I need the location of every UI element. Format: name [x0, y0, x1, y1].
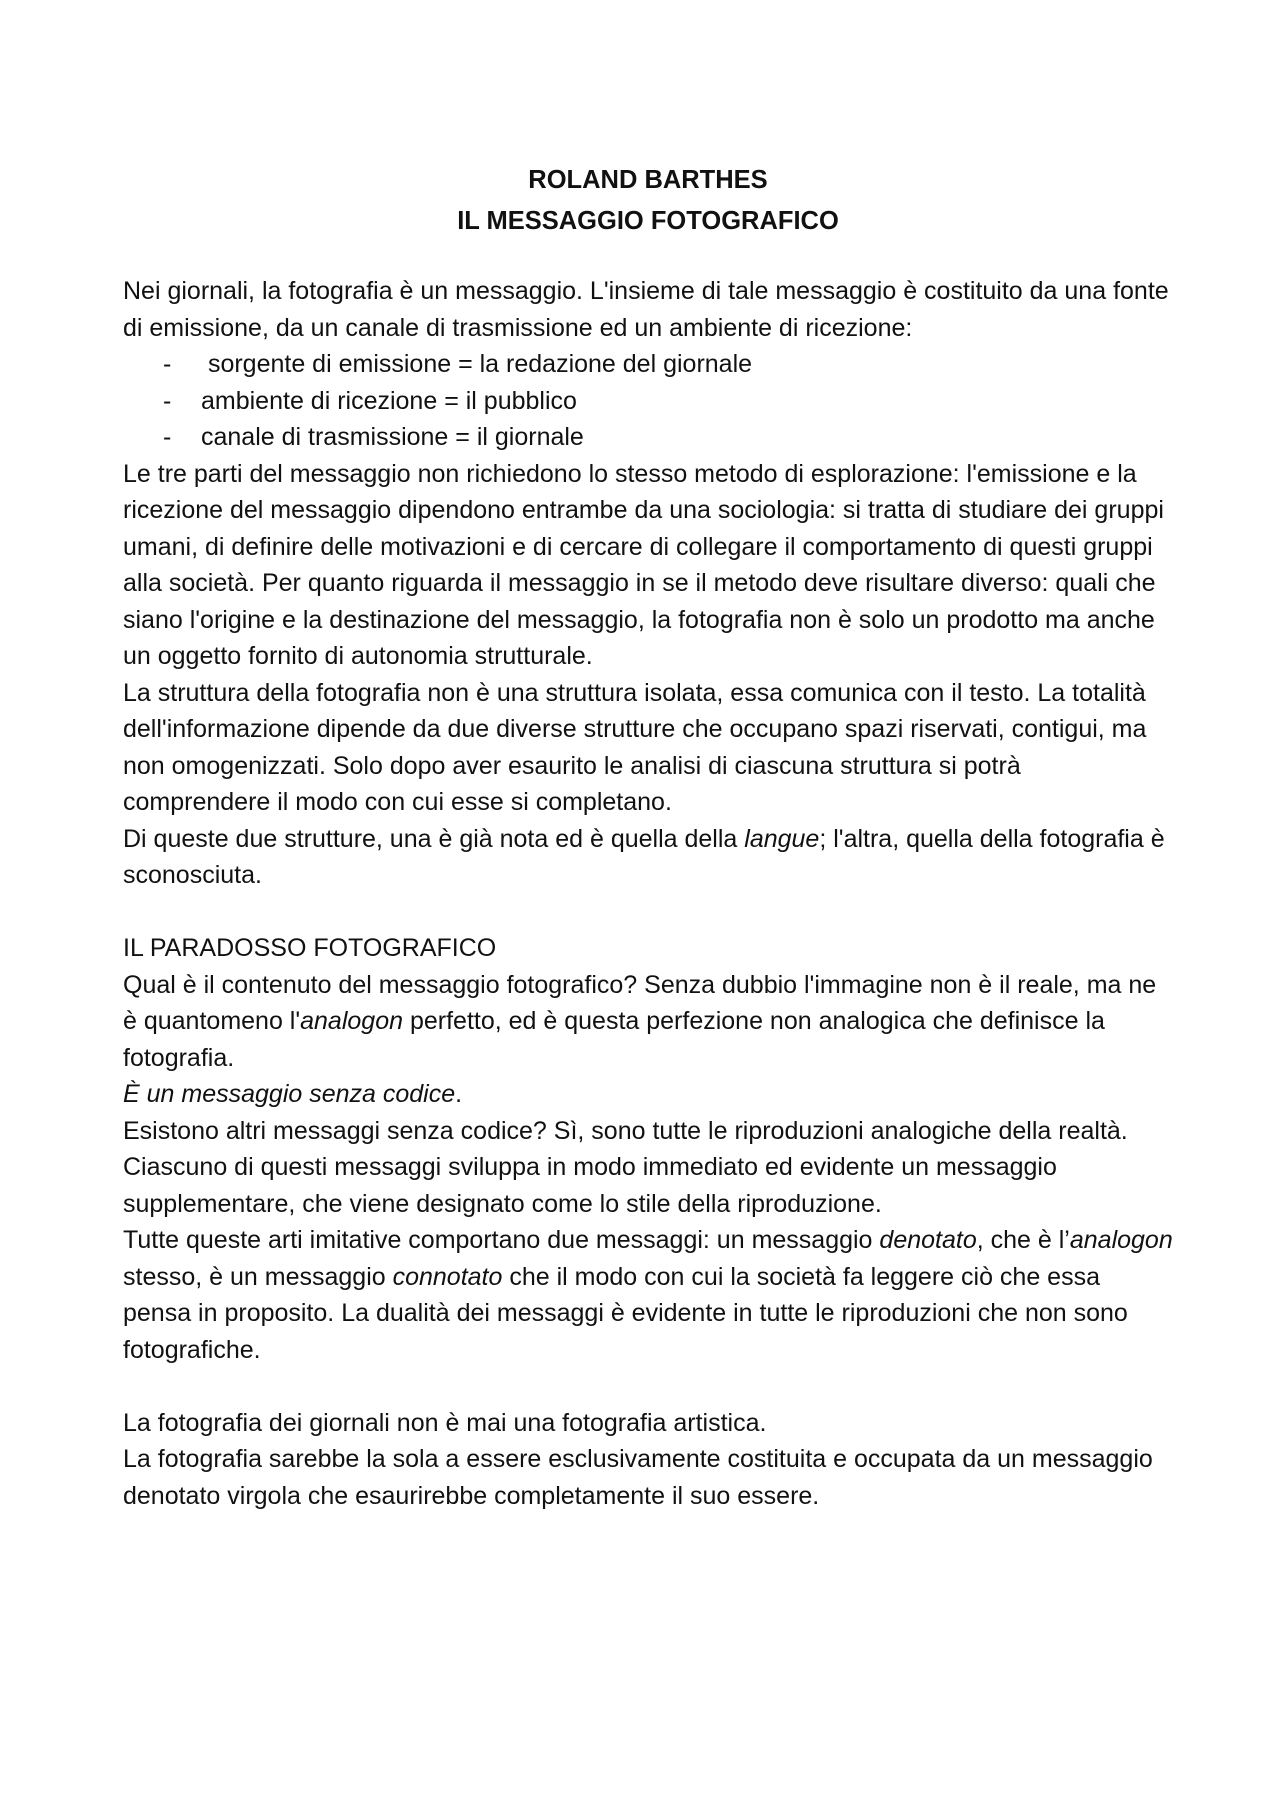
list-item [123, 346, 1173, 383]
list-dash: - [163, 350, 172, 378]
title-main: IL MESSAGGIO FOTOGRAFICO [457, 207, 839, 235]
paragraph-newspaper-photo: La fotografia dei giornali non è mai una fotografia artistica. [123, 1408, 767, 1437]
list-item-text: ambiente di ricezione = il pubblico [201, 386, 577, 415]
paragraph-method: Le tre parti del messaggio non richiedono lo stesso metodo di esplorazione: l'emissione e la ricezione del messaggio dipendono entrambe da una sociologia: si tratta di studiare dei gruppi umani, di definire delle motivazioni e di cercare di collegare il comportamento di questi gruppi alla società. Per quanto riguarda il messaggio in se il metodo deve risultare diverso: quali che siano l'origine e la destinazione del messaggio, la fotografia non è solo un prodotto ma anche un oggetto fornito di autonomia strutturale. [123, 459, 1164, 670]
text-run: ; l'altra, quella della fotografia è sconosciuta. [123, 824, 1165, 889]
text-run: Tutte queste arti imitative comportano due messaggi: un messaggio [123, 1226, 880, 1254]
text-run: che il modo con cui la società fa leggere ciò che essa pensa in proposito. La dualità dei messaggi è evidente in tutte le riproduzioni che non sono fotografiche. [123, 1262, 1128, 1364]
text-run: perfetto, ed è questa perfezione non analogica che definisce la fotografia. [123, 1007, 1105, 1072]
source-list [123, 346, 1173, 456]
paragraph-structure: La struttura della fotografia non è una struttura isolata, essa comunica con il testo. La totalità dell'informazione dipende da due diverse strutture che occupano spazi riservati, contigui, ma non omogenizzati. Solo dopo aver esaurito le analisi di ciascuna struttura si potrà comprendere il modo con cui esse si completano. [123, 678, 1147, 816]
italic-term-langue: langue [744, 824, 820, 853]
list-item-text: canale di trasmissione = il giornale [201, 423, 584, 451]
title-block [123, 160, 1173, 242]
italic-term-connotato: connotato [392, 1262, 503, 1291]
italic-statement: È un messaggio senza codice [123, 1080, 456, 1108]
italic-term-analogon: analogon [300, 1007, 404, 1035]
italic-term-denotato: denotato [879, 1226, 977, 1254]
list-dash: - [163, 386, 172, 415]
paragraph-denoted-message: La fotografia sarebbe la sola a essere esclusivamente costituita e occupata da un messaggio denotato virgola che esaurirebbe completamente il suo essere. [123, 1445, 1153, 1510]
paragraph-no-code [123, 1076, 1173, 1113]
italic-term-analogon: analogon [1069, 1226, 1173, 1254]
paragraph-other-messages: Esistono altri messaggi senza codice? Sì, sono tutte le riproduzioni analogiche della realtà. Ciascuno di questi messaggi sviluppa in modo immediato ed evidente un messaggio supplementare, che viene designato come lo stile della riproduzione. [123, 1116, 1128, 1218]
paragraph-two-messages [123, 1222, 1173, 1368]
paragraph-langue [123, 821, 1173, 894]
list-dash: - [163, 423, 172, 451]
title-author: ROLAND BARTHES [528, 166, 768, 194]
text-run: Qual è il contenuto del messaggio fotografico? Senza dubbio l'immagine non è il reale, ma ne è quantomeno l' [123, 970, 1157, 1035]
spacer [123, 1368, 1173, 1405]
text-run: Di queste due strutture, una è già nota ed è quella della [123, 824, 745, 853]
spacer [123, 894, 1173, 931]
intro-paragraph: Nei giornali, la fotografia è un messaggio. L'insieme di tale messaggio è costituito da una fonte di emissione, da un canale di trasmissione ed un ambiente di ricezione: [123, 277, 1169, 342]
list-item [123, 383, 1173, 420]
paragraph-analogon [123, 967, 1173, 1077]
text-run: stesso, è un messaggio [123, 1262, 393, 1291]
text-run: . [455, 1080, 463, 1108]
list-item [123, 419, 1173, 456]
document-page [123, 160, 1173, 1514]
text-run: , che è l’ [976, 1226, 1070, 1254]
list-item-text: sorgente di emissione = la redazione del giornale [201, 350, 753, 378]
section-heading: IL PARADOSSO FOTOGRAFICO [123, 934, 497, 962]
